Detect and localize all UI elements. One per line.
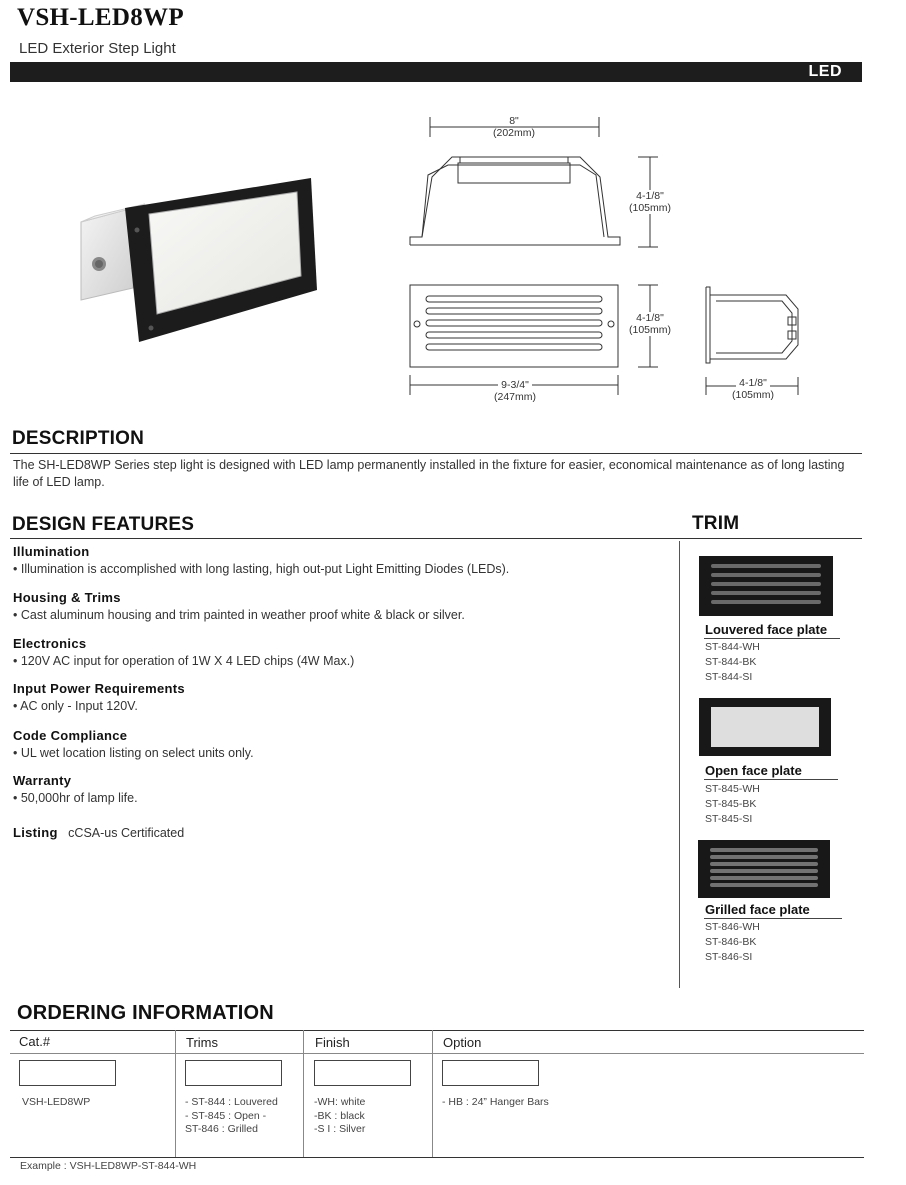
dim-depth-mm: (105mm) <box>731 389 774 401</box>
ordering-col-divider <box>303 1030 304 1157</box>
col-header-finish: Finish <box>315 1035 350 1050</box>
feature-warranty <box>13 773 138 805</box>
ordering-header-rule <box>10 1053 864 1054</box>
feature-title: Code Compliance <box>13 728 128 743</box>
option-values: - HB : 24” Hanger Bars <box>442 1096 549 1108</box>
open-plate-name: Open face plate <box>705 763 802 778</box>
plate-rule <box>704 779 838 780</box>
dim-top-width <box>464 115 564 139</box>
listing <box>13 824 184 842</box>
dim-front-width-mm: (247mm) <box>493 391 536 403</box>
dim-side-height <box>620 190 680 214</box>
product-model: VSH-LED8WP <box>17 4 184 31</box>
plate-rule <box>704 638 840 639</box>
dim-front-width <box>470 379 560 403</box>
trim-heading: TRIM <box>692 513 740 534</box>
feature-electronics <box>13 636 354 668</box>
header-bar <box>10 62 862 82</box>
open-plate-image <box>699 698 831 756</box>
trim-code: ST-844-WH <box>705 641 760 653</box>
trim-code: ST-844-SI <box>705 671 753 683</box>
feature-illumination <box>13 544 509 576</box>
ordering-top-rule <box>10 1030 864 1031</box>
finish-input-box[interactable] <box>314 1060 411 1086</box>
louvered-plate-codes <box>705 640 760 685</box>
dim-top-width-in: 8" <box>509 115 519 127</box>
plate-rule <box>704 918 842 919</box>
open-plate-codes <box>705 782 760 827</box>
cat-values: VSH-LED8WP <box>22 1096 91 1108</box>
technical-drawing <box>400 105 800 415</box>
trim-code: ST-846-SI <box>705 951 753 963</box>
product-photo <box>75 170 335 350</box>
dim-depth-in: 4-1/8" <box>736 377 770 389</box>
feature-title: Electronics <box>13 636 87 651</box>
dim-side-height-in: 4-1/8" <box>636 190 664 202</box>
col-header-cat: Cat.# <box>19 1034 51 1049</box>
features-rule <box>10 538 680 539</box>
dim-front-height <box>620 312 680 336</box>
trim-rule <box>680 538 862 539</box>
ordering-example: Example : VSH-LED8WP-ST-844-WH <box>20 1160 197 1172</box>
description-rule <box>10 453 862 454</box>
grilled-plate-name: Grilled face plate <box>705 902 810 917</box>
feature-text: • Cast aluminum housing and trim painted in weather proof white & black or silver. <box>13 608 465 622</box>
louvered-plate-name: Louvered face plate <box>705 622 828 637</box>
trims-values: - ST-844 : Louvered - ST-845 : Open - ST-846 : Grilled <box>185 1096 278 1135</box>
listing-text: cCSA-us Certificated <box>68 826 185 840</box>
cat-input-box[interactable] <box>19 1060 116 1086</box>
design-features-heading: DESIGN FEATURES <box>12 514 195 535</box>
feature-code-compliance <box>13 728 254 760</box>
trim-code: ST-846-BK <box>705 936 757 948</box>
trims-input-box[interactable] <box>185 1060 282 1086</box>
trim-code: ST-845-SI <box>705 813 753 825</box>
ordering-heading: ORDERING INFORMATION <box>17 1002 274 1024</box>
dim-front-height-in: 4-1/8" <box>636 312 664 324</box>
feature-title: Illumination <box>13 544 90 559</box>
feature-text: • AC only - Input 120V. <box>13 699 138 713</box>
feature-text: • Illumination is accomplished with long lasting, high out-put Light Emitting Diodes (LEDs). <box>13 562 510 576</box>
trim-divider <box>679 541 680 988</box>
feature-title: Input Power Requirements <box>13 681 185 696</box>
dim-front-height-mm: (105mm) <box>628 324 671 336</box>
ordering-col-divider <box>432 1030 433 1157</box>
feature-text: • 50,000hr of lamp life. <box>13 791 138 805</box>
listing-label: Listing <box>13 825 58 840</box>
grilled-plate-image <box>698 840 830 898</box>
trim-code: ST-845-WH <box>705 783 760 795</box>
dim-top-width-mm: (202mm) <box>492 127 535 139</box>
finish-values: -WH: white -BK : black -S I : Silver <box>314 1096 366 1135</box>
feature-title: Warranty <box>13 773 72 788</box>
option-input-box[interactable] <box>442 1060 539 1086</box>
dim-depth <box>718 377 788 401</box>
trim-code: ST-844-BK <box>705 656 757 668</box>
feature-input-power <box>13 681 185 713</box>
feature-text: • 120V AC input for operation of 1W X 4 LED chips (4W Max.) <box>13 654 355 668</box>
ordering-bottom-rule <box>10 1157 864 1158</box>
trim-code: ST-846-WH <box>705 921 760 933</box>
grilled-plate-codes <box>705 920 760 965</box>
col-header-trims: Trims <box>186 1035 219 1050</box>
dim-front-width-in: 9-3/4" <box>498 379 532 391</box>
trim-code: ST-845-BK <box>705 798 757 810</box>
ordering-col-divider <box>175 1030 176 1157</box>
description-heading: DESCRIPTION <box>12 428 145 449</box>
louvered-plate-image <box>699 556 833 616</box>
feature-text: • UL wet location listing on select units only. <box>13 746 254 760</box>
description-text: The SH-LED8WP Series step light is designed with LED lamp permanently installed in the fixture for easier, economical maintenance as of long lasting life of LED lamp. <box>13 458 845 489</box>
led-badge: LED <box>808 63 842 80</box>
col-header-option: Option <box>443 1035 482 1050</box>
product-subtitle: LED Exterior Step Light <box>19 40 176 57</box>
feature-title: Housing & Trims <box>13 590 121 605</box>
dim-side-height-mm: (105mm) <box>628 202 671 214</box>
feature-housing <box>13 590 465 622</box>
